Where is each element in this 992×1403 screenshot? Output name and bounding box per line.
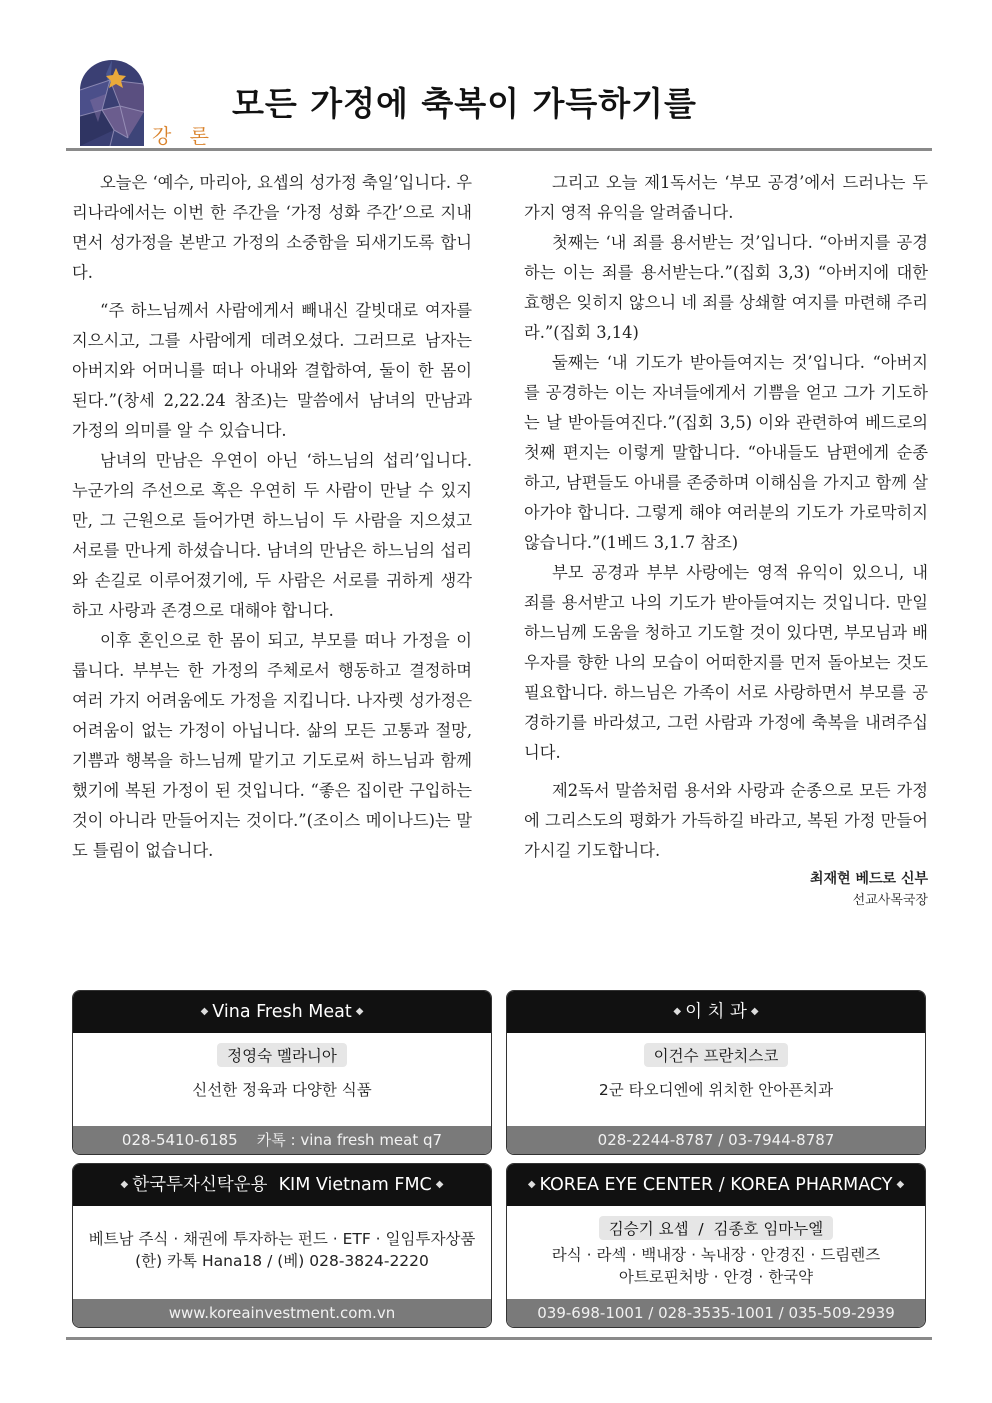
author-name: 최재현 베드로 신부 [810,871,928,887]
diamond-icon: ◆ [896,1179,905,1190]
ad-footer: www.koreainvestment.com.vn [73,1299,491,1327]
top-divider [66,148,932,151]
ad-korea-eye-center [506,1163,926,1328]
diamond-icon: ◆ [200,1006,209,1017]
ad-description: 라식 · 라섹 · 백내장 · 녹내장 · 안경진 · 드림렌즈 [551,1246,881,1264]
ad-description: (한) 카톡 Hana18 / (베) 028-3824-2220 [135,1252,429,1270]
ad-dental-clinic [506,990,926,1155]
ad-footer: 028-5410-6185 카톡 : vina fresh meat q7 [73,1126,491,1154]
ad-description: 베트남 주식 · 채권에 투자하는 펀드 · ETF · 일임투자상품 [88,1230,476,1248]
ad-description: 아트로핀처방 · 안경 · 한국약 [618,1268,814,1286]
article-paragraph: 첫째는 ‘내 죄를 용서받는 것’입니다. “아버지를 공경하는 이는 죄를 용서받는다.”(집회 3,3) “아버지에 대한 효행은 잊히지 않으니 네 죄를 상쇄할 여지를 마련해 주리라.”(집회 3,14) [524,233,928,342]
ad-vina-fresh-meat [72,990,492,1155]
article-paragraph: 제2독서 말씀처럼 용서와 사랑과 순종으로 모든 가정에 그리스도의 평화가 가득하길 바라고, 복된 가정 만들어가시길 기도합니다. [524,781,928,860]
bottom-divider [66,1337,932,1340]
ad-header [507,991,925,1033]
ad-title: 한국투자신탁운용 KIM Vietnam FMC [132,1175,432,1195]
article-right-column [524,168,928,912]
ad-title: Vina Fresh Meat [212,1002,352,1022]
ad-body [507,1033,925,1101]
ad-footer: 039-698-1001 / 028-3535-1001 / 035-509-2939 [507,1299,925,1327]
ad-header [73,991,491,1033]
church-window-logo [80,60,144,146]
article-left-column [72,168,472,866]
ad-korea-investment [72,1163,492,1328]
ad-contact-name: 이건수 프란치스코 [644,1043,789,1067]
ad-body [507,1206,925,1288]
article-paragraph: “주 하느님께서 사람에게서 빼내신 갈빗대로 여자를 지으시고, 그를 사람에게 데려오셨다. 그러므로 남자는 아버지와 어머니를 떠나 아내와 결합하여, 둘이 한 몸이 된다.”(창세 2,22.24 참조)는 말씀에서 남녀의 만남과 가정의 의미를 알 수 있습니다. [72,301,472,440]
diamond-icon: ◆ [120,1179,129,1190]
section-label: 강 론 [152,124,215,148]
diamond-icon: ◆ [435,1179,444,1190]
ad-description: 신선한 정육과 다양한 식품 [192,1081,372,1099]
article-paragraph: 그리고 오늘 제1독서는 ‘부모 공경’에서 드러나는 두 가지 영적 유익을 알려줍니다. [524,173,928,222]
ad-header [73,1164,491,1206]
ad-body [73,1033,491,1101]
diamond-icon: ◆ [527,1179,536,1190]
ad-description: 2군 타오디엔에 위치한 안아픈치과 [598,1081,834,1099]
ad-contact-name: 정영숙 멜라니아 [217,1043,347,1067]
article-paragraph: 오늘은 ‘예수, 마리아, 요셉의 성가정 축일’입니다. 우리나라에서는 이번 한 주간을 ‘가정 성화 주간’으로 지내면서 성가정을 본받고 가정의 소중함을 되새기도록 합니다. [72,173,472,282]
diamond-icon: ◆ [750,1006,759,1017]
article-paragraph: 부모 공경과 부부 사랑에는 영적 유익이 있으니, 내 죄를 용서받고 나의 기도가 받아들여지는 것입니다. 만일 하느님께 도움을 청하고 기도할 것이 있다면, 부모님과 배우자를 향한 나의 모습이 어떠한지를 먼저 돌아보는 것도 필요합니다. 하느님은 가족이 서로 사랑하면서 부모를 공경하기를 바라셨고, 그런 사람과 가정에 축복을 내려주십니다. [524,563,928,762]
ad-footer: 028-2244-8787 / 03-7944-8787 [507,1126,925,1154]
author-title: 선교사목국장 [852,893,928,908]
article-paragraph: 이후 혼인으로 한 몸이 되고, 부모를 떠나 가정을 이룹니다. 부부는 한 가정의 주체로서 행동하고 결정하며 여러 가지 어려움에도 가정을 지킵니다. 나자렛 성가정은 어려움이 없는 가정이 아닙니다. 삶의 모든 고통과 절망, 기쁨과 행복을 하느님께 맡기고 기도로써 하느님과 함께 했기에 복된 가정이 된 것입니다. “좋은 집이란 구입하는 것이 아니라 만들어지는 것이다.”(조이스 메이나드)는 말도 틀림이 없습니다. [72,631,472,860]
ad-header [507,1164,925,1206]
ad-title: KOREA EYE CENTER / KOREA PHARMACY [539,1175,893,1195]
ad-contact-name: 김승기 요셉 / 김종호 임마누엘 [599,1216,833,1240]
ad-title: 이 치 과 [685,1002,747,1022]
article-paragraph: 남녀의 만남은 우연이 아닌 ‘하느님의 섭리’입니다. 누군가의 주선으로 혹은 우연히 두 사람이 만날 수 있지만, 그 근원으로 들어가면 하느님이 두 사람을 지으셨고 서로를 만나게 하셨습니다. 남녀의 만남은 하느님의 섭리와 손길로 이루어졌기에, 두 사람은 서로를 귀하게 생각하고 사랑과 존경으로 대해야 합니다. [72,451,472,620]
article-paragraph: 둘째는 ‘내 기도가 받아들여지는 것’입니다. “아버지를 공경하는 이는 자녀들에게서 기쁨을 얻고 그가 기도하는 날 받아들여진다.”(집회 3,5) 이와 관련하여 베드로의 첫째 편지는 이렇게 말합니다. “아내들도 남편에게 순종하고, 남편들도 아내를 존중하며 이해심을 가지고 함께 살아가야 합니다. 그렇게 해야 여러분의 기도가 가로막히지 않습니다.”(1베드 3,1.7 참조) [524,353,928,552]
ad-body [73,1206,491,1272]
diamond-icon: ◆ [355,1006,364,1017]
diamond-icon: ◆ [673,1006,682,1017]
page-title: 모든 가정에 축복이 가득하기를 [232,84,697,123]
